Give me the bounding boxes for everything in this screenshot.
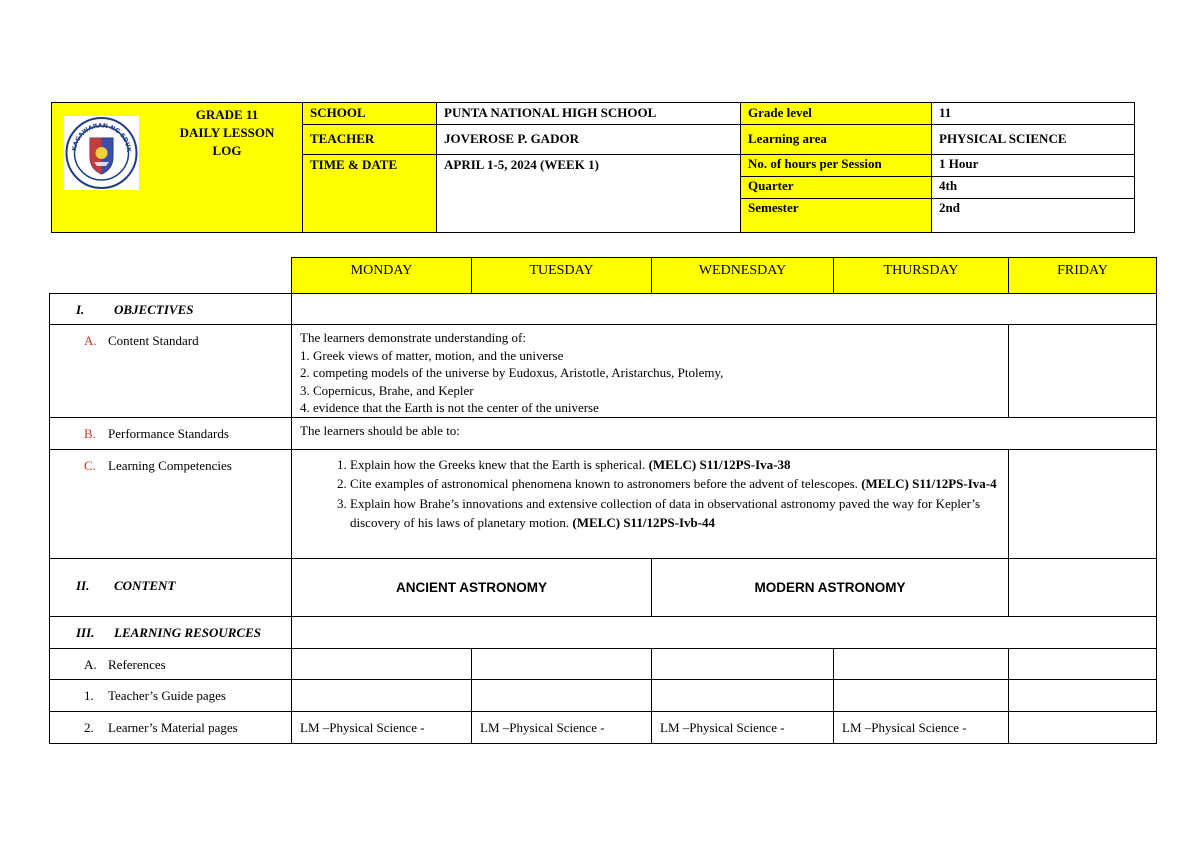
content-heading: II. CONTENT — [50, 558, 292, 616]
time-date-label: TIME & DATE — [303, 155, 437, 233]
teacher-value: JOVEROSE P. GADOR — [437, 125, 741, 155]
grade-level-label: Grade level — [741, 103, 932, 125]
learning-competencies-friday — [1009, 449, 1157, 558]
lm-friday — [1009, 711, 1157, 743]
lesson-table — [49, 257, 1157, 744]
content-standard-label: A. Content Standard — [50, 325, 292, 418]
references-label: A. References — [50, 648, 292, 679]
quarter-label: Quarter — [741, 177, 932, 199]
performance-standards-label: B. Performance Standards — [50, 417, 292, 449]
learning-resources-heading: III. LEARNING RESOURCES — [50, 616, 292, 648]
day-friday: FRIDAY — [1009, 258, 1157, 294]
competency-item: 2. Cite examples of astronomical phenomena known to astronomers before the advent of telescopes. (MELC) S11/12PS-Iva-4 — [350, 474, 1008, 494]
content-friday — [1009, 558, 1157, 616]
day-tuesday: TUESDAY — [472, 258, 652, 294]
teachers-guide-label: 1. Teacher’s Guide pages — [50, 679, 292, 711]
learning-resources-row — [292, 616, 1157, 648]
references-thursday — [834, 648, 1009, 679]
tg-friday — [1009, 679, 1157, 711]
lm-monday: LM –Physical Science - — [292, 711, 472, 743]
deped-seal-icon — [64, 116, 139, 190]
time-date-value: APRIL 1-5, 2024 (WEEK 1) — [437, 155, 741, 233]
objectives-row — [292, 294, 1157, 325]
day-thursday: THURSDAY — [834, 258, 1009, 294]
learners-material-label: 2. Learner’s Material pages — [50, 711, 292, 743]
content-topic-ancient: ANCIENT ASTRONOMY — [292, 558, 652, 616]
tg-monday — [292, 679, 472, 711]
references-tuesday — [472, 648, 652, 679]
corner-cell — [50, 258, 292, 294]
references-monday — [292, 648, 472, 679]
school-value: PUNTA NATIONAL HIGH SCHOOL — [437, 103, 741, 125]
competency-item: 1. Explain how the Greeks knew that the Earth is spherical. (MELC) S11/12PS-Iva-38 — [350, 455, 1008, 475]
teacher-label: TEACHER — [303, 125, 437, 155]
school-label: SCHOOL — [303, 103, 437, 125]
learning-area-value: PHYSICAL SCIENCE — [932, 125, 1135, 155]
tg-wednesday — [652, 679, 834, 711]
learning-competencies-label: C. Learning Competencies — [50, 449, 292, 558]
svg-text:KAGAWARAN NG EDUKASYON: KAGAWARAN NG EDUK — [71, 122, 133, 153]
content-standard-text: The learners demonstrate understanding of: 1. Greek views of matter, motion, and the universe 2. competing models of the universe by Eudoxus, Aristotle, Aristarchus, Ptolemy, 3. Copernicus, Brahe, and Kepler 4. evidence that the Earth is not the center of the universe — [292, 325, 1009, 418]
semester-value: 2nd — [932, 199, 1135, 233]
grade-level-value: 11 — [932, 103, 1135, 125]
lm-tuesday: LM –Physical Science - — [472, 711, 652, 743]
references-wednesday — [652, 648, 834, 679]
day-monday: MONDAY — [292, 258, 472, 294]
header-title-cell — [52, 103, 303, 233]
tg-thursday — [834, 679, 1009, 711]
day-wednesday: WEDNESDAY — [652, 258, 834, 294]
learning-competencies-list — [292, 449, 1009, 558]
tg-tuesday — [472, 679, 652, 711]
hours-label: No. of hours per Session — [741, 155, 932, 177]
references-friday — [1009, 648, 1157, 679]
objectives-heading: I. OBJECTIVES — [50, 294, 292, 325]
quarter-value: 4th — [932, 177, 1135, 199]
hours-value: 1 Hour — [932, 155, 1135, 177]
content-topic-modern: MODERN ASTRONOMY — [652, 558, 1009, 616]
header-table — [51, 102, 1135, 233]
lm-wednesday: LM –Physical Science - — [652, 711, 834, 743]
performance-standards-text: The learners should be able to: — [292, 417, 1157, 449]
content-standard-friday — [1009, 325, 1157, 418]
semester-label: Semester — [741, 199, 932, 233]
competency-item: 3. Explain how Brahe’s innovations and extensive collection of data in observational astronomy paved the way for Kepler’s discovery of his laws of planetary motion. (MELC) S11/12PS-Ivb-44 — [350, 494, 1008, 533]
lm-thursday: LM –Physical Science - — [834, 711, 1009, 743]
grade-title: GRADE 11 DAILY LESSON LOG — [179, 107, 275, 158]
learning-area-label: Learning area — [741, 125, 932, 155]
